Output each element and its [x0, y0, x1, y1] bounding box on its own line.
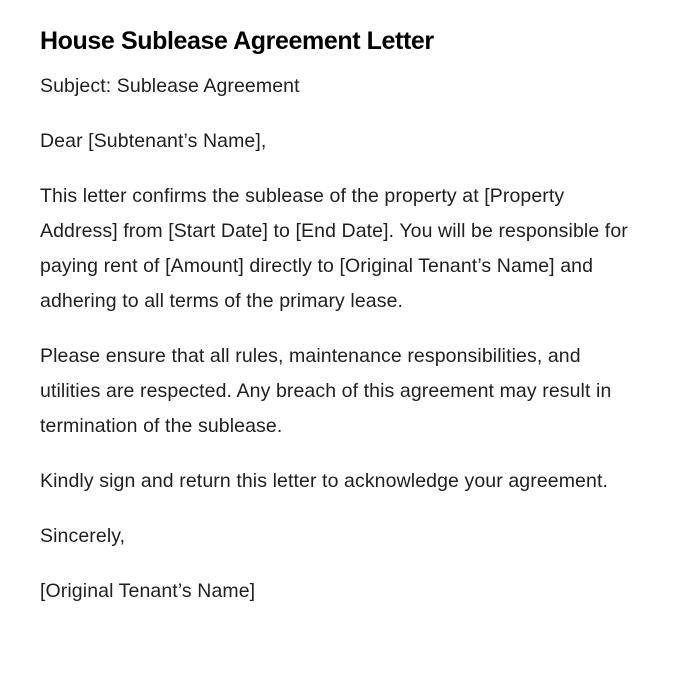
letter-paragraph-terms: This letter confirms the sublease of the property at [Property Address] from [Start Date] to [End Date]. You will be responsible for paying rent of [Amount] directly to [Original Tenant’s Name] and adhering to all terms of the primary lease. [40, 185, 628, 312]
letter-signature: [Original Tenant’s Name] [40, 580, 256, 602]
letter-subject: Subject: Sublease Agreement [40, 75, 300, 97]
letter [40, 24, 640, 609]
letter-paragraph-rules: Please ensure that all rules, maintenance responsibilities, and utilities are respected. Any breach of this agreement may result in termination of the sublease. [40, 345, 612, 437]
letter-title: House Sublease Agreement Letter [40, 27, 434, 55]
letter-closing: Sincerely, [40, 525, 126, 547]
letter-paragraph-request: Kindly sign and return this letter to acknowledge your agreement. [40, 470, 608, 492]
letter-greeting: Dear [Subtenant’s Name], [40, 130, 267, 152]
